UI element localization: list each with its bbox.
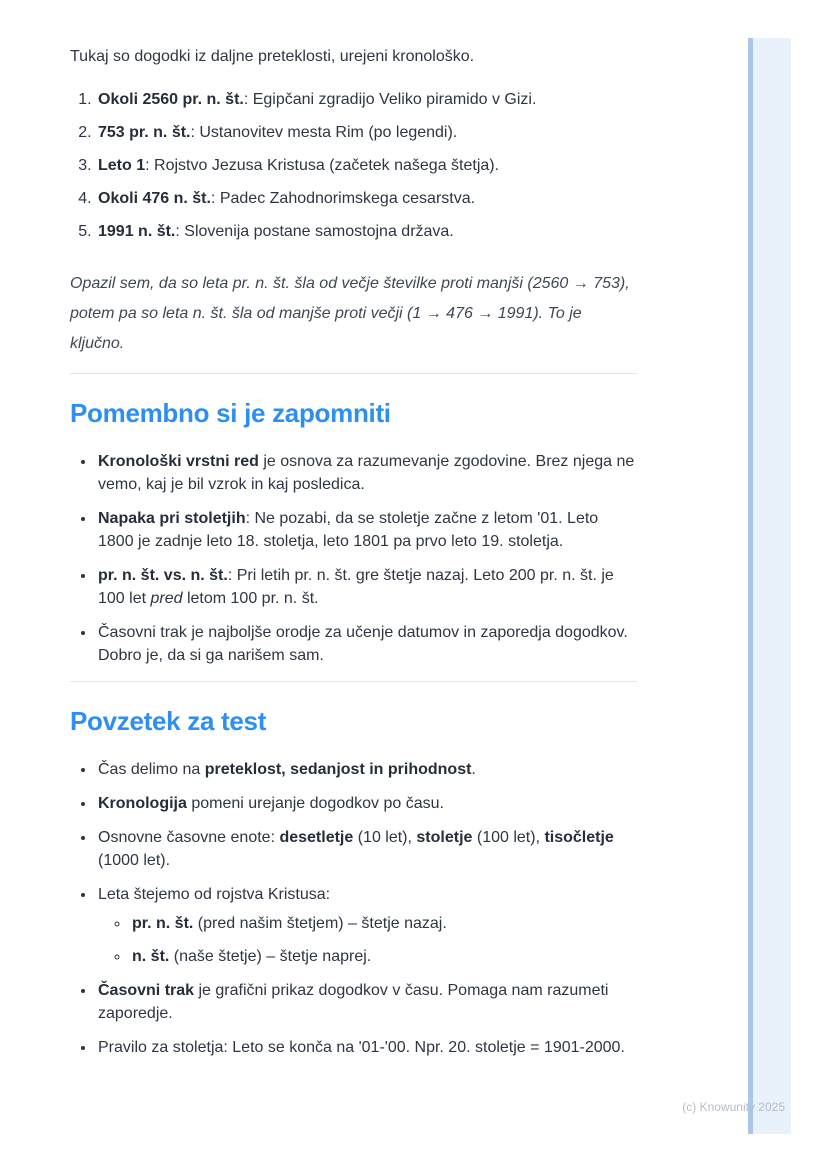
bold-text: preteklost, sedanjost in prihodnost (204, 761, 472, 778)
sub-bullet-item (130, 945, 637, 968)
body-text: Osnovne časovne enote: (98, 829, 280, 846)
body-text: letom 100 pr. n. št. (182, 590, 319, 607)
bullet-item (96, 507, 637, 553)
body-text: Čas delimo na (98, 761, 205, 778)
body-text: (1000 let). (98, 852, 171, 869)
bullet-item (96, 621, 637, 667)
section-title-remember: Pomembno si je zapomniti (70, 398, 391, 428)
remember-list (70, 450, 637, 667)
event-item (96, 220, 637, 243)
event-year: Okoli 2560 pr. n. št. (98, 91, 244, 108)
body-text: Časovni trak je najboljše orodje za učenje datumov in zaporedja dogodkov. Dobro je, da si ga narišem sam. (98, 624, 628, 664)
body-text: (10 let), (353, 829, 417, 846)
event-year: 753 pr. n. št. (98, 124, 191, 141)
scrollbar[interactable] (748, 38, 791, 1134)
event-item (96, 154, 637, 177)
divider (70, 681, 637, 682)
bullet-item (96, 1036, 637, 1059)
event-item (96, 121, 637, 144)
body-text: . (471, 761, 476, 778)
section-title-summary: Povzetek za test (70, 706, 267, 736)
event-year: Okoli 476 n. št. (98, 190, 211, 207)
body-text: Leta štejemo od rojstva Kristusa: (98, 886, 331, 903)
bold-text: pr. n. št. (132, 915, 194, 932)
bullet-item (96, 792, 637, 815)
bold-text: desetletje (279, 829, 354, 846)
body-text: : Pri letih pr. n. št. gre štetje nazaj. Leto 200 pr. n. št. je 100 let (98, 567, 614, 607)
bold-text: Kronologija (98, 795, 187, 812)
event-text: : Rojstvo Jezusa Kristusa (začetek našega štetja). (145, 157, 500, 174)
bullet-item (96, 883, 637, 968)
bold-text: tisočletje (544, 829, 614, 846)
bullet-item (96, 826, 637, 872)
bold-text: pr. n. št. vs. n. št. (98, 567, 228, 584)
divider (70, 373, 637, 374)
body-text: (100 let), (472, 829, 545, 846)
event-item (96, 88, 637, 111)
body-text: : Ne pozabi, da se stoletje začne z letom '01. Leto 1800 je zadnje leto 18. stoletja, leto 1801 pa prvo leto 19. stoletja. (98, 510, 599, 550)
body-text: je osnova za razumevanje zgodovine. Brez njega ne vemo, kaj je bil vzrok in kaj posledica. (98, 453, 635, 493)
bold-text: stoletje (416, 829, 473, 846)
chronology-list (70, 88, 637, 243)
bullet-item (96, 564, 637, 610)
observation-note: Opazil sem, da so leta pr. n. št. šla od večje številke proti manjši (2560 → 753), potem pa so leta n. št. šla od manjše proti večji (1 → 476 → 1991). To je ključno. (70, 275, 630, 352)
italic-text: pred (150, 590, 183, 607)
sub-bullet-item (130, 912, 637, 935)
era-sublist (98, 912, 637, 968)
bullet-item (96, 979, 637, 1025)
event-year: 1991 n. št. (98, 223, 176, 240)
bold-text: Napaka pri stoletjih (98, 510, 246, 527)
bold-text: n. št. (132, 948, 170, 965)
document-body (70, 0, 637, 1073)
body-text: (naše štetje) – štetje naprej. (169, 948, 372, 965)
body-text: je grafični prikaz dogodkov v času. Pomaga nam razumeti zaporedje. (98, 982, 609, 1022)
bold-text: Časovni trak (98, 982, 195, 999)
intro-paragraph: Tukaj so dogodki iz daljne preteklosti, urejeni kronološko. (70, 48, 475, 65)
body-text: (pred našim štetjem) – štetje nazaj. (193, 915, 447, 932)
body-text: Pravilo za stoletja: Leto se konča na '01-'00. Npr. 20. stoletje = 1901-2000. (98, 1039, 625, 1056)
event-text: : Ustanovitev mesta Rim (po legendi). (190, 124, 458, 141)
bold-text: Kronološki vrstni red (98, 453, 259, 470)
body-text: pomeni urejanje dogodkov po času. (186, 795, 444, 812)
event-text: : Egipčani zgradijo Veliko piramido v Gizi. (243, 91, 537, 108)
event-item (96, 187, 637, 210)
summary-list (70, 758, 637, 1059)
copyright-footer: (c) Knowunity 2025 (682, 1100, 785, 1114)
event-text: : Padec Zahodnorimskega cesarstva. (210, 190, 476, 207)
event-text: : Slovenija postane samostojna država. (175, 223, 454, 240)
event-year: Leto 1 (98, 157, 146, 174)
bullet-item (96, 758, 637, 781)
bullet-item (96, 450, 637, 496)
